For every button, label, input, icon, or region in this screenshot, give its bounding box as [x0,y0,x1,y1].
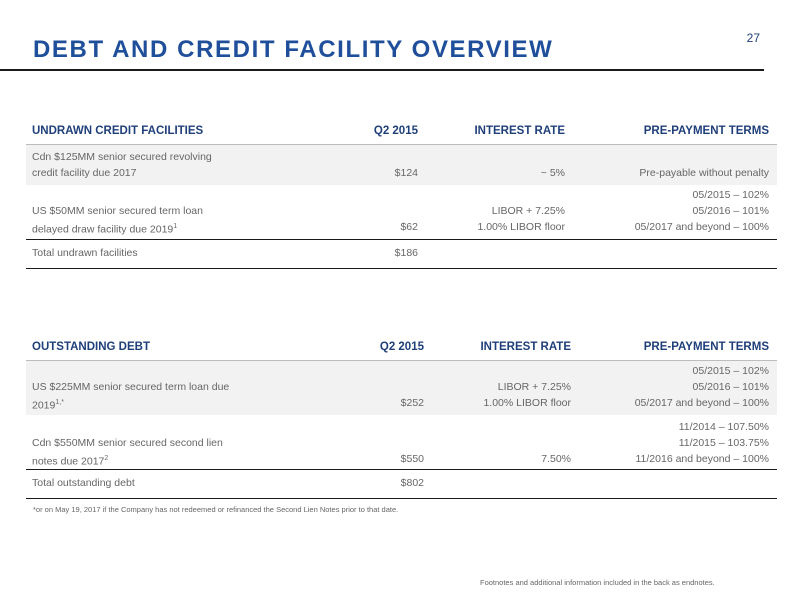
column-header-debt: OUTSTANDING DEBT [32,341,150,353]
row-prepayment-terms-3: 05/2017 and beyond – 100% [634,397,769,409]
footnote-ref: 1 [173,223,178,230]
row-interest-floor: 1.00% LIBOR floor [483,397,571,409]
page-title: DEBT AND CREDIT FACILITY OVERVIEW [33,36,554,63]
undrawn-facilities-table [26,108,777,269]
title-divider [0,69,764,71]
row-amount: $124 [394,167,418,179]
total-amount: $802 [400,477,424,489]
row-description-line2 [32,395,64,414]
outstanding-debt-table [26,324,777,499]
column-header-prepayment-terms: PRE-PAYMENT TERMS [643,341,769,353]
row-description-line1: US $50MM senior secured term loan [32,205,203,217]
column-header-interest-rate: INTEREST RATE [474,125,565,137]
row-prepayment-terms-1: 05/2015 – 102% [692,189,769,201]
table-row [26,415,777,469]
table-header [26,324,777,361]
row-description-text: delayed draw facility due 2019 [32,223,174,236]
row-amount: $62 [400,221,418,233]
row-prepayment-terms-2: 05/2016 – 101% [692,205,769,217]
row-prepayment-terms-3: 11/2016 and beyond – 100% [635,453,769,465]
footnote-ref: 2 [104,455,109,462]
table-row [26,361,777,415]
total-label: Total undrawn facilities [32,247,138,259]
endnote: Footnotes and additional information included in the back as endnotes. [480,578,715,587]
row-interest-rate: 7.50% [541,453,571,465]
column-header-facility: UNDRAWN CREDIT FACILITIES [32,125,204,137]
row-interest-floor: 1.00% LIBOR floor [477,221,565,233]
row-amount: $550 [400,453,424,465]
row-description-line1: Cdn $550MM senior secured second lien [32,437,223,449]
row-prepayment-terms: Pre-payable without penalty [639,167,769,179]
row-prepayment-terms-1: 11/2014 – 107.50% [678,421,769,433]
total-row [26,469,777,499]
row-prepayment-terms-3: 05/2017 and beyond – 100% [634,221,769,233]
row-description-line1: Cdn $125MM senior secured revolving [32,151,212,163]
row-prepayment-terms-1: 05/2015 – 102% [692,365,769,377]
column-header-q2-2015: Q2 2015 [373,125,418,137]
table-row [26,185,777,239]
table-row [26,145,777,185]
row-prepayment-terms-2: 11/2015 – 103.75% [678,437,769,449]
table-header [26,108,777,145]
footnote: *or on May 19, 2017 if the Company has not redeemed or refinanced the Second Lien Notes prior to that date. [33,505,399,514]
total-row [26,239,777,269]
total-label: Total outstanding debt [32,477,135,489]
row-prepayment-terms-2: 05/2016 – 101% [692,381,769,393]
page-number: 27 [746,31,760,45]
row-description-line1: US $225MM senior secured term loan due [32,381,230,393]
row-interest-rate: LIBOR + 7.25% [491,205,565,217]
column-header-prepayment-terms: PRE-PAYMENT TERMS [643,125,769,137]
column-header-interest-rate: INTEREST RATE [480,341,571,353]
footnote-ref: 1,* [55,399,64,406]
row-amount: $252 [400,397,424,409]
row-description-text: notes due 2017 [32,455,105,468]
row-interest-rate: ~ 5% [540,167,565,179]
row-description-line2 [32,219,177,238]
row-description-line2: credit facility due 2017 [32,167,137,179]
row-description-text: 2019 [32,399,56,412]
row-interest-rate: LIBOR + 7.25% [497,381,571,393]
row-description-line2 [32,451,108,470]
column-header-q2-2015: Q2 2015 [379,341,424,353]
total-amount: $186 [394,247,418,259]
